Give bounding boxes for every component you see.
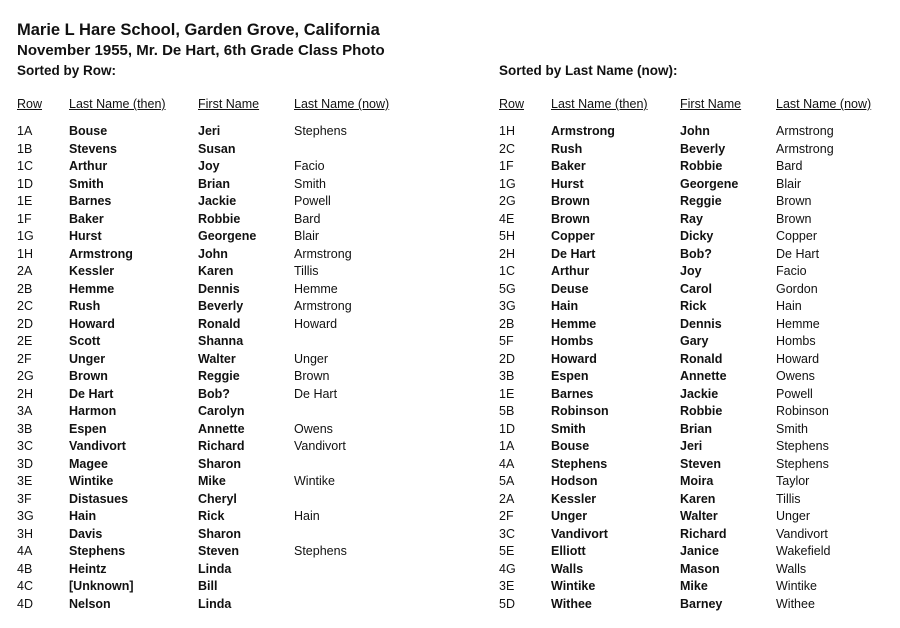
cell-last-name-then: Howard bbox=[551, 351, 597, 366]
cell-row: 3G bbox=[499, 299, 516, 313]
cell-row: 2C bbox=[17, 299, 33, 313]
cell-last-name-then: Barnes bbox=[551, 386, 594, 401]
cell-first-name: Brian bbox=[680, 421, 712, 436]
cell-row: 5G bbox=[499, 281, 516, 296]
cell-last-name-then: Armstrong bbox=[551, 124, 615, 138]
cell-row: 2B bbox=[17, 281, 33, 296]
cell-row: 1E bbox=[17, 194, 33, 208]
cell-row: 2G bbox=[17, 369, 34, 383]
cell-last-name-now: Powell bbox=[776, 386, 813, 401]
cell-first-name: Karen bbox=[680, 491, 716, 506]
cell-last-name-then: Rush bbox=[551, 141, 583, 156]
document-title: Marie L Hare School, Garden Grove, California bbox=[17, 21, 380, 39]
cell-row: 1F bbox=[499, 159, 514, 173]
cell-last-name-then: Brown bbox=[551, 211, 590, 226]
cell-last-name-then: Vandivort bbox=[69, 439, 126, 453]
cell-last-name-now: Stephens bbox=[776, 456, 829, 471]
cell-last-name-then: Magee bbox=[69, 456, 108, 471]
cell-last-name-then: Copper bbox=[551, 229, 595, 243]
cell-last-name-then: Hodson bbox=[551, 474, 598, 488]
cell-last-name-now: Unger bbox=[776, 509, 811, 523]
cell-row: 2B bbox=[499, 316, 515, 331]
cell-row: 1C bbox=[17, 159, 33, 173]
cell-last-name-then: Smith bbox=[69, 176, 104, 191]
cell-row: 3C bbox=[17, 439, 33, 453]
cell-first-name: Ronald bbox=[680, 351, 723, 366]
cell-first-name: Georgene bbox=[198, 229, 257, 243]
cell-row: 5F bbox=[499, 334, 514, 348]
cell-first-name: Jackie bbox=[198, 194, 237, 208]
header-first-name: First Name bbox=[680, 97, 742, 111]
cell-last-name-now: Brown bbox=[294, 369, 330, 383]
cell-last-name-now: Owens bbox=[776, 369, 815, 383]
cell-first-name: John bbox=[680, 124, 710, 138]
table-by-last-name bbox=[499, 97, 899, 611]
cell-first-name: Mike bbox=[198, 474, 226, 488]
header-last-name-now: Last Name (now) bbox=[294, 97, 390, 111]
cell-first-name: Annette bbox=[198, 421, 245, 436]
cell-last-name-now: Hemme bbox=[294, 281, 338, 296]
cell-last-name-now: Unger bbox=[294, 351, 329, 366]
cell-first-name: Cheryl bbox=[198, 491, 237, 506]
cell-last-name-then: Elliott bbox=[551, 544, 586, 558]
cell-last-name-now: Facio bbox=[776, 264, 807, 278]
cell-last-name-then: Deuse bbox=[551, 281, 589, 296]
cell-last-name-then: Bouse bbox=[551, 439, 590, 453]
cell-first-name: Dennis bbox=[680, 316, 722, 331]
cell-first-name: Jeri bbox=[198, 124, 221, 138]
cell-first-name: Dicky bbox=[680, 229, 714, 243]
cell-last-name-then: Davis bbox=[69, 526, 103, 541]
cell-row: 5H bbox=[499, 229, 515, 243]
cell-row: 1G bbox=[499, 176, 516, 191]
cell-row: 2C bbox=[499, 141, 515, 156]
cell-first-name: Steven bbox=[680, 456, 721, 471]
cell-first-name: Mike bbox=[680, 579, 708, 593]
cell-row: 4C bbox=[17, 579, 33, 593]
cell-row: 1F bbox=[17, 211, 32, 226]
cell-last-name-then: Vandivort bbox=[551, 526, 608, 541]
cell-row: 1B bbox=[17, 141, 33, 156]
cell-last-name-then: Hain bbox=[69, 509, 97, 523]
cell-first-name: Richard bbox=[680, 526, 727, 541]
cell-row: 1D bbox=[17, 176, 33, 191]
cell-row: 3D bbox=[17, 456, 33, 471]
cell-last-name-now: Owens bbox=[294, 421, 333, 436]
cell-last-name-then: Walls bbox=[551, 561, 584, 576]
cell-row: 2F bbox=[499, 509, 514, 523]
cell-row: 1A bbox=[17, 124, 33, 138]
cell-last-name-then: Stevens bbox=[69, 141, 117, 156]
header-last-name-then: Last Name (then) bbox=[69, 97, 166, 111]
cell-row: 1E bbox=[499, 386, 515, 401]
cell-row: 3H bbox=[17, 526, 33, 541]
cell-last-name-then: Brown bbox=[69, 369, 108, 383]
cell-last-name-now: Wakefield bbox=[776, 544, 831, 558]
cell-row: 4A bbox=[499, 456, 515, 471]
cell-last-name-then: Unger bbox=[69, 351, 106, 366]
header-last-name-now: Last Name (now) bbox=[776, 97, 872, 111]
cell-first-name: Bob? bbox=[680, 246, 712, 261]
cell-last-name-then: Hombs bbox=[551, 334, 594, 348]
cell-row: 2F bbox=[17, 351, 32, 366]
cell-row: 5D bbox=[499, 596, 515, 611]
cell-first-name: Dennis bbox=[198, 281, 240, 296]
cell-first-name: Georgene bbox=[680, 176, 739, 191]
cell-last-name-then: Hemme bbox=[551, 316, 597, 331]
cell-last-name-now: Brown bbox=[776, 194, 812, 208]
cell-row: 3C bbox=[499, 526, 515, 541]
cell-row: 3E bbox=[17, 474, 33, 488]
cell-last-name-then: Stephens bbox=[551, 456, 608, 471]
cell-row: 1H bbox=[17, 246, 33, 261]
cell-last-name-now: Robinson bbox=[776, 404, 829, 418]
cell-last-name-then: Withee bbox=[551, 596, 592, 611]
cell-last-name-then: Hemme bbox=[69, 281, 115, 296]
cell-last-name-now: Facio bbox=[294, 159, 325, 173]
cell-last-name-now: Blair bbox=[294, 229, 320, 243]
cell-row: 5E bbox=[499, 544, 515, 558]
cell-last-name-now: Stephens bbox=[294, 124, 347, 138]
cell-last-name-then: Hain bbox=[551, 299, 579, 313]
cell-last-name-now: Smith bbox=[776, 421, 808, 436]
cell-first-name: Richard bbox=[198, 439, 245, 453]
cell-last-name-now: Wintike bbox=[776, 579, 817, 593]
cell-row: 2H bbox=[499, 246, 515, 261]
header-row: Row bbox=[17, 97, 43, 111]
header-first-name: First Name bbox=[198, 97, 260, 111]
cell-first-name: Steven bbox=[198, 544, 239, 558]
cell-last-name-then: Arthur bbox=[551, 264, 590, 278]
cell-first-name: Carolyn bbox=[198, 404, 245, 418]
cell-last-name-then: Howard bbox=[69, 316, 115, 331]
cell-last-name-then: Brown bbox=[551, 194, 590, 208]
cell-first-name: Bill bbox=[198, 579, 218, 593]
cell-last-name-then: Scott bbox=[69, 334, 101, 348]
cell-row: 1G bbox=[17, 229, 34, 243]
cell-last-name-now: Hain bbox=[776, 299, 802, 313]
cell-last-name-then: De Hart bbox=[69, 386, 114, 401]
cell-last-name-then: Nelson bbox=[69, 596, 111, 611]
cell-first-name: Walter bbox=[198, 351, 236, 366]
cell-first-name: Mason bbox=[680, 561, 720, 576]
cell-last-name-then: Robinson bbox=[551, 404, 609, 418]
cell-first-name: Moira bbox=[680, 474, 714, 488]
cell-last-name-now: De Hart bbox=[294, 386, 338, 401]
cell-first-name: Brian bbox=[198, 176, 230, 191]
table-header bbox=[499, 97, 899, 117]
cell-first-name: Robbie bbox=[198, 211, 241, 226]
cell-first-name: Beverly bbox=[198, 299, 244, 313]
cell-last-name-then: Stephens bbox=[69, 544, 126, 558]
table-by-row bbox=[17, 97, 437, 611]
cell-first-name: Reggie bbox=[198, 369, 240, 383]
cell-last-name-now: Blair bbox=[776, 176, 802, 191]
cell-first-name: Ronald bbox=[198, 316, 241, 331]
cell-first-name: Linda bbox=[198, 596, 232, 611]
cell-last-name-then: Espen bbox=[551, 369, 589, 383]
cell-first-name: Jeri bbox=[680, 439, 703, 453]
cell-last-name-now: Armstrong bbox=[294, 246, 352, 261]
cell-last-name-then: Distasues bbox=[69, 491, 129, 506]
cell-last-name-then: Heintz bbox=[69, 561, 107, 576]
cell-last-name-then: Kessler bbox=[69, 264, 115, 278]
cell-first-name: Jackie bbox=[680, 386, 719, 401]
cell-last-name-now: Tillis bbox=[776, 491, 801, 506]
cell-row: 4B bbox=[17, 561, 33, 576]
cell-last-name-then: Baker bbox=[551, 159, 586, 173]
cell-row: 3B bbox=[499, 369, 515, 383]
cell-row: 4G bbox=[499, 561, 516, 576]
cell-last-name-now: Howard bbox=[776, 351, 820, 366]
section-title-by-last-name: Sorted by Last Name (now): bbox=[499, 63, 678, 78]
cell-last-name-then: Barnes bbox=[69, 194, 112, 208]
cell-last-name-now: Gordon bbox=[776, 281, 818, 296]
cell-last-name-now: Vandivort bbox=[294, 439, 346, 453]
cell-first-name: Janice bbox=[680, 544, 719, 558]
cell-last-name-then: Unger bbox=[551, 509, 588, 523]
cell-last-name-then: De Hart bbox=[551, 246, 596, 261]
document-subtitle: November 1955, Mr. De Hart, 6th Grade Class Photo bbox=[17, 42, 385, 59]
cell-last-name-then: Harmon bbox=[69, 404, 117, 418]
cell-first-name: Barney bbox=[680, 596, 723, 611]
cell-first-name: Rick bbox=[198, 509, 225, 523]
cell-first-name: Reggie bbox=[680, 194, 722, 208]
cell-last-name-now: Copper bbox=[776, 229, 817, 243]
cell-last-name-then: [Unknown] bbox=[69, 579, 134, 593]
cell-last-name-then: Bouse bbox=[69, 124, 108, 138]
cell-row: 1A bbox=[499, 439, 515, 453]
cell-last-name-now: Stephens bbox=[294, 544, 347, 558]
header-row: Row bbox=[499, 97, 525, 111]
cell-first-name: Joy bbox=[680, 264, 702, 278]
cell-first-name: Rick bbox=[680, 299, 707, 313]
cell-first-name: Sharon bbox=[198, 526, 242, 541]
cell-row: 2A bbox=[17, 264, 33, 278]
cell-last-name-now: Stephens bbox=[776, 439, 829, 453]
cell-row: 2D bbox=[17, 316, 33, 331]
cell-last-name-now: Wintike bbox=[294, 474, 335, 488]
cell-last-name-then: Hurst bbox=[69, 229, 102, 243]
cell-last-name-then: Baker bbox=[69, 211, 104, 226]
cell-last-name-now: Hain bbox=[294, 509, 320, 523]
cell-row: 3F bbox=[17, 491, 32, 506]
cell-first-name: Bob? bbox=[198, 386, 230, 401]
cell-row: 3G bbox=[17, 509, 34, 523]
cell-first-name: John bbox=[198, 246, 228, 261]
cell-last-name-now: Bard bbox=[294, 211, 321, 226]
header-last-name-then: Last Name (then) bbox=[551, 97, 648, 111]
cell-first-name: Joy bbox=[198, 159, 220, 173]
cell-last-name-now: Tillis bbox=[294, 264, 319, 278]
cell-last-name-now: Smith bbox=[294, 176, 326, 191]
cell-first-name: Linda bbox=[198, 561, 232, 576]
cell-last-name-now: Withee bbox=[776, 596, 815, 611]
cell-first-name: Susan bbox=[198, 141, 236, 156]
cell-last-name-now: Vandivort bbox=[776, 526, 828, 541]
cell-first-name: Sharon bbox=[198, 456, 242, 471]
cell-last-name-then: Kessler bbox=[551, 491, 597, 506]
cell-row: 5A bbox=[499, 474, 515, 488]
cell-first-name: Beverly bbox=[680, 141, 726, 156]
table-header bbox=[17, 97, 437, 117]
cell-last-name-now: Armstrong bbox=[294, 299, 352, 313]
cell-last-name-now: Hemme bbox=[776, 316, 820, 331]
cell-last-name-now: Hombs bbox=[776, 334, 816, 348]
cell-last-name-then: Wintike bbox=[69, 474, 114, 488]
cell-last-name-then: Wintike bbox=[551, 579, 596, 593]
cell-last-name-now: Bard bbox=[776, 159, 803, 173]
cell-last-name-now: De Hart bbox=[776, 246, 820, 261]
cell-first-name: Ray bbox=[680, 211, 703, 226]
cell-last-name-now: Armstrong bbox=[776, 124, 834, 138]
cell-row: 2H bbox=[17, 386, 33, 401]
cell-last-name-now: Walls bbox=[776, 561, 807, 576]
cell-row: 5B bbox=[499, 404, 515, 418]
cell-first-name: Robbie bbox=[680, 404, 723, 418]
cell-row: 2E bbox=[17, 334, 33, 348]
cell-first-name: Karen bbox=[198, 264, 234, 278]
cell-row: 1C bbox=[499, 264, 515, 278]
cell-first-name: Walter bbox=[680, 509, 718, 523]
cell-first-name: Gary bbox=[680, 334, 709, 348]
cell-last-name-then: Armstrong bbox=[69, 246, 133, 261]
cell-last-name-then: Arthur bbox=[69, 159, 108, 173]
cell-row: 3A bbox=[17, 404, 33, 418]
cell-first-name: Annette bbox=[680, 369, 727, 383]
cell-row: 3E bbox=[499, 579, 515, 593]
cell-first-name: Robbie bbox=[680, 159, 723, 173]
cell-row: 2D bbox=[499, 351, 515, 366]
cell-row: 1D bbox=[499, 421, 515, 436]
cell-row: 4A bbox=[17, 544, 33, 558]
cell-row: 1H bbox=[499, 124, 515, 138]
cell-row: 4E bbox=[499, 211, 515, 226]
cell-row: 4D bbox=[17, 596, 33, 611]
cell-last-name-now: Howard bbox=[294, 316, 338, 331]
cell-last-name-now: Powell bbox=[294, 194, 331, 208]
cell-last-name-now: Taylor bbox=[776, 474, 810, 488]
cell-row: 2A bbox=[499, 491, 515, 506]
cell-last-name-now: Brown bbox=[776, 211, 812, 226]
section-title-by-row: Sorted by Row: bbox=[17, 63, 117, 78]
cell-last-name-now: Armstrong bbox=[776, 141, 834, 156]
cell-first-name: Shanna bbox=[198, 334, 244, 348]
cell-row: 3B bbox=[17, 421, 33, 436]
cell-last-name-then: Espen bbox=[69, 421, 107, 436]
cell-last-name-then: Smith bbox=[551, 421, 586, 436]
cell-row: 2G bbox=[499, 194, 516, 208]
cell-first-name: Carol bbox=[680, 281, 712, 296]
cell-last-name-then: Hurst bbox=[551, 176, 584, 191]
cell-last-name-then: Rush bbox=[69, 299, 101, 313]
